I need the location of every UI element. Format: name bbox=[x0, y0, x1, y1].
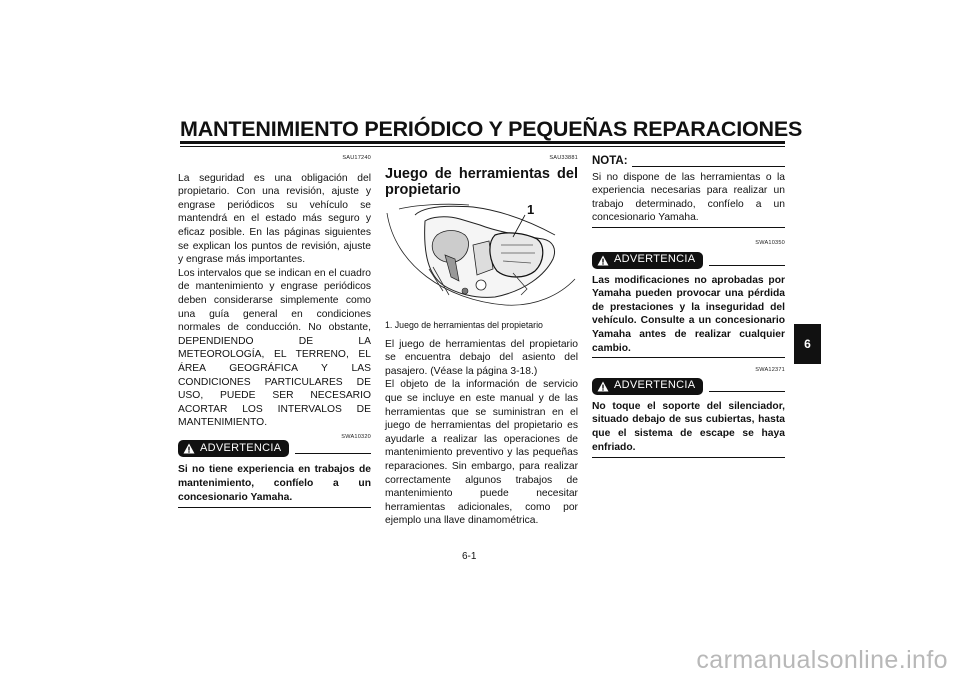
warning-end-rule bbox=[178, 507, 371, 508]
warning-badge bbox=[592, 378, 703, 395]
page-number: 6-1 bbox=[462, 551, 477, 562]
warning-triangle-icon bbox=[597, 255, 609, 266]
note-text: Si no dispone de las herramientas o la experiencia necesarias para realizar un trabajo determinado, confíelo a un concesionario Yamaha. bbox=[592, 171, 785, 224]
warning-text: Si no tiene experiencia en trabajos de mantenimiento, confíelo a un concesionario Yamaha. bbox=[178, 464, 371, 503]
toolkit-illustration bbox=[385, 195, 578, 315]
warning-label: ADVERTENCIA bbox=[614, 253, 696, 266]
title-rule-thin bbox=[180, 146, 785, 147]
warning-end-rule bbox=[592, 357, 785, 358]
note-header bbox=[592, 155, 785, 169]
warning-header-rule bbox=[709, 265, 785, 266]
warning-header-rule bbox=[295, 453, 371, 454]
column-2 bbox=[385, 152, 578, 199]
title-rule-thick bbox=[180, 141, 785, 144]
intro-paragraph: La seguridad es una obligación del propietario. Con una revisión, ajuste y engrase periódicos su vehículo se mantendrá en el estado más seguro y eficaz posible. En las páginas siguientes se explican los puntos de revisión, ajuste y engrase más importantes. bbox=[178, 172, 371, 266]
warning-header-rule bbox=[709, 391, 785, 392]
chapter-tab: 6 bbox=[794, 324, 821, 364]
note-rule bbox=[632, 166, 785, 167]
section-code: SAU33881 bbox=[549, 155, 578, 161]
warning-label: ADVERTENCIA bbox=[200, 442, 282, 455]
warning-code: SWA12371 bbox=[755, 367, 785, 374]
column-2-body bbox=[385, 319, 578, 528]
warning-header bbox=[592, 378, 785, 395]
figure-caption: 1. Juego de herramientas del propietario bbox=[385, 320, 543, 330]
note-label: NOTA: bbox=[592, 155, 628, 167]
warning-badge bbox=[178, 440, 289, 457]
intervals-paragraph: Los intervalos que se indican en el cuadro de mantenimiento y engrase periódicos deben considerarse simplemente como una guía general en condiciones normales de conducción. No obstante, DEPENDIENDO DE LA METEOROLOGÍA, EL TERRENO, EL ÁREA GEOGRÁFICA Y LAS CONDICIONES PARTICULARES DE USO, PUEDE SER NECESARIO ACORTAR LOS INTERVALOS DE MANTENIMIENTO. bbox=[178, 267, 371, 429]
warning-triangle-icon bbox=[597, 381, 609, 392]
section-code: SAU17240 bbox=[342, 155, 371, 161]
warning-header bbox=[592, 252, 785, 269]
location-paragraph: El juego de herramientas del propietario se encuentra debajo del asiento del pasajero. (Véase la página 3-18.) bbox=[385, 338, 578, 377]
note-end-rule bbox=[592, 227, 785, 228]
callout-number: 1 bbox=[527, 202, 535, 217]
warning-text: No toque el soporte del silenciador, situado debajo de sus cubiertas, hasta que el sistema de escape se haya enfriado. bbox=[592, 400, 785, 453]
column-1 bbox=[178, 152, 371, 508]
warning-text: Las modificaciones no aprobadas por Yamaha pueden provocar una pérdida de prestaciones y la inseguridad del vehículo. Consulte a un concesionario Yamaha antes de realizar cualquier cambio. bbox=[592, 274, 785, 354]
warning-code: SWA10350 bbox=[755, 239, 785, 246]
section-heading: Juego de herramientas del propietario bbox=[385, 165, 578, 199]
warning-label: ADVERTENCIA bbox=[614, 379, 696, 392]
purpose-paragraph: El objeto de la información de servicio que se incluye en este manual y de las herramientas que se suministran en el juego de herramientas del propietario es ayudarle a realizar las operaciones de mantenimiento preventivo y las pequeñas reparaciones. Sin embargo, para realizar correctamente algunos trabajos de mantenimiento puede necesitar herramientas adicionales, como por ejemplo una llave dinamométrica. bbox=[385, 379, 578, 527]
watermark: carmanualsonline.info bbox=[696, 646, 948, 674]
page-title: MANTENIMIENTO PERIÓDICO Y PEQUEÑAS REPARACIONES bbox=[180, 117, 803, 141]
warning-end-rule bbox=[592, 457, 785, 458]
warning-triangle-icon bbox=[183, 443, 195, 454]
column-3 bbox=[592, 155, 785, 458]
warning-badge bbox=[592, 252, 703, 269]
warning-code: SWA10320 bbox=[341, 433, 371, 440]
